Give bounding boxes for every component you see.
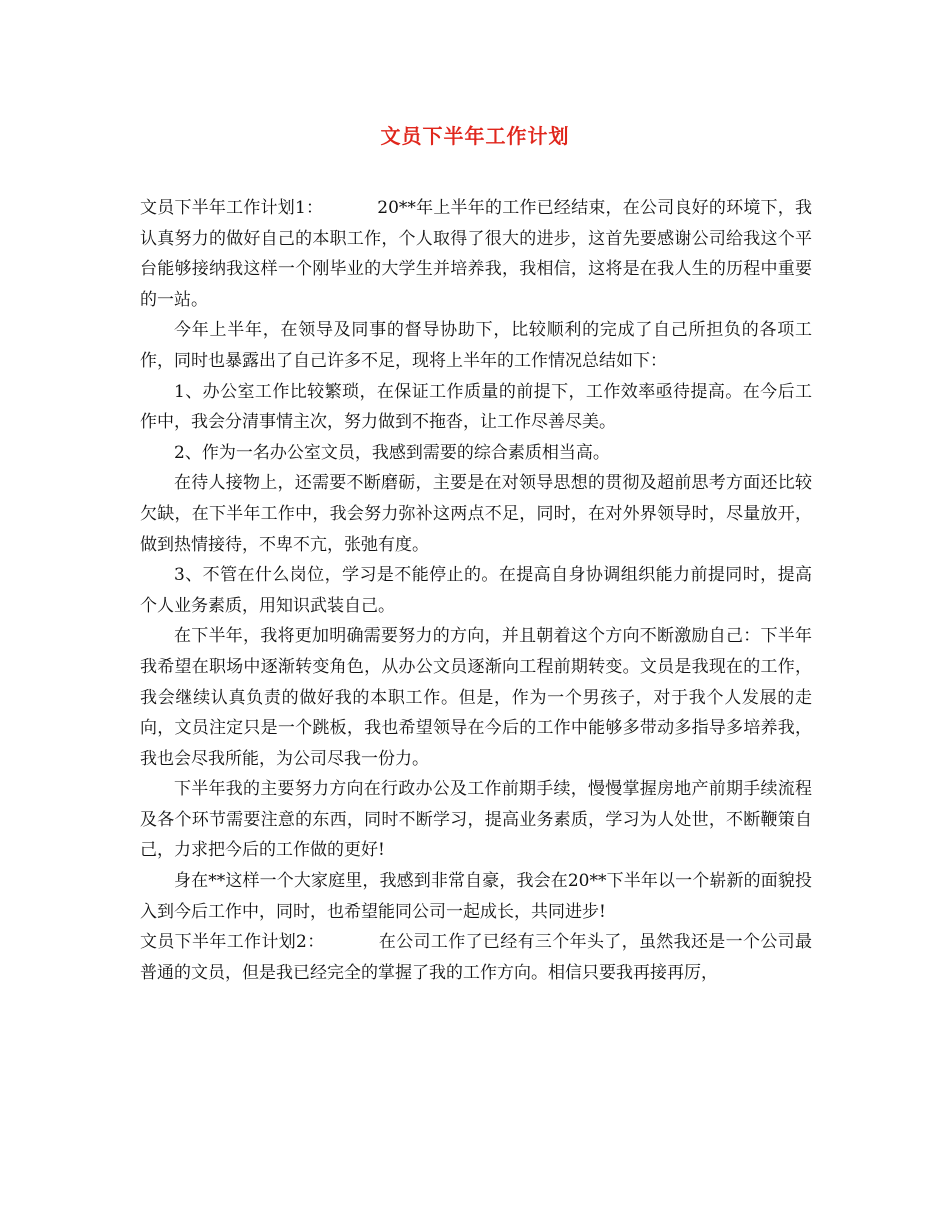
- paragraph-text: 20**年上半年的工作已经结束，在公司良好的环境下，我认真努力的做好自己的本职工作，个人取得了很大的进步，这首先要感谢公司给我这个平台能够接纳我这样一个刚毕业的大学生并培养我，我相信，这将是在我人生的历程中重要的一站。: [140, 198, 812, 310]
- paragraph-text: 在公司工作了已经有三个年头了，虽然我还是一个公司最普通的文员，但是我已经完全的掌握了我的工作方向。相信只要我再接再厉，: [140, 932, 812, 983]
- document-title: 文员下半年工作计划: [380, 124, 570, 148]
- paragraph-1: [140, 193, 812, 315]
- section-heading-plan-2: 文员下半年工作计划2：: [140, 932, 325, 953]
- paragraph-6: 3、不管在什么岗位，学习是不能停止的。在提高自身协调组织能力前提同时，提高个人业务素质，用知识武装自己。: [140, 565, 812, 616]
- paragraph-3: 1、办公室工作比较繁琐，在保证工作质量的前提下，工作效率亟待提高。在今后工作中，我会分清事情主次，努力做到不拖沓，让工作尽善尽美。: [140, 381, 812, 433]
- paragraph-4: 2、作为一名办公室文员，我感到需要的综合素质相当高。: [174, 442, 610, 463]
- paragraph-10: [140, 927, 812, 988]
- paragraph-2: 今年上半年，在领导及同事的督导协助下，比较顺利的完成了自己所担负的各项工作，同时也暴露出了自己许多不足，现将上半年的工作情况总结如下：: [140, 320, 812, 371]
- paragraph-5: 在待人接物上，还需要不断磨砺，主要是在对领导思想的贯彻及超前思考方面还比较欠缺，在下半年工作中，我会努力弥补这两点不足，同时，在对外界领导时，尽量放开，做到热情接待，不卑不亢，张弛有度。: [140, 473, 812, 555]
- paragraph-9: 身在**这样一个大家庭里，我感到非常自豪，我会在20**下半年以一个崭新的面貌投入到今后工作中，同时，也希望能同公司一起成长，共同进步!: [140, 871, 812, 922]
- paragraph-8: 下半年我的主要努力方向在行政办公及工作前期手续，慢慢掌握房地产前期手续流程及各个环节需要注意的东西，同时不断学习，提高业务素质，学习为人处世，不断鞭策自己，力求把今后的工作做的更好!: [140, 779, 812, 861]
- paragraph-7: 在下半年，我将更加明确需要努力的方向，并且朝着这个方向不断激励自己：下半年我希望在职场中逐渐转变角色，从办公文员逐渐向工程前期转变。文员是我现在的工作，我会继续认真负责的做好我的本职工作。但是，作为一个男孩子，对于我个人发展的走向，文员注定只是一个跳板，我也希望领导在今后的工作中能够多带动多指导多培养我，我也会尽我所能，为公司尽我一份力。: [140, 626, 812, 769]
- section-heading-plan-1: 文员下半年工作计划1：: [140, 198, 324, 218]
- document-body: [140, 193, 812, 988]
